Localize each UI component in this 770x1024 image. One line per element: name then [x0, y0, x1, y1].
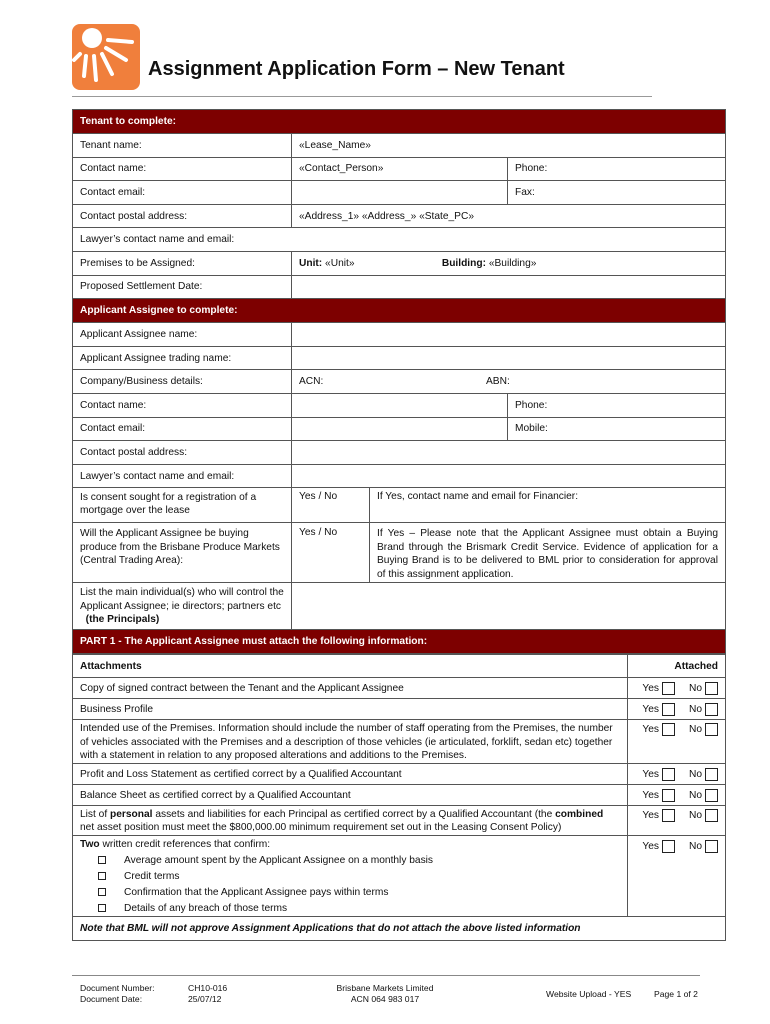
- yes-label: Yes: [642, 768, 659, 780]
- attach-check-balance-sheet: [628, 785, 726, 806]
- applicant-phone-field[interactable]: Phone:: [508, 393, 726, 417]
- bullet-square-icon: [98, 872, 106, 880]
- combined-bold: combined: [555, 808, 604, 820]
- yes-label: Yes: [642, 810, 659, 822]
- no-label: No: [688, 682, 702, 694]
- checkbox-icon: [705, 723, 718, 736]
- mortgage-consent-label: Is consent sought for a registration of a mortgage over the lease: [73, 488, 292, 523]
- tenant-section-heading: Tenant to complete:: [73, 110, 726, 134]
- bullet-item: [80, 884, 620, 900]
- personal-text-a: List of: [80, 808, 111, 820]
- title-divider: [72, 96, 652, 97]
- applicant-contact-name-label: Contact name:: [73, 393, 292, 417]
- no-checkbox[interactable]: [689, 723, 718, 736]
- personal-text-c: assets and liabilities for each Principal as certified correct by a Qualified Accountant (the: [152, 808, 556, 820]
- checkbox-icon: [705, 768, 718, 781]
- personal-bold: personal: [110, 808, 153, 820]
- principals-label: [73, 583, 292, 630]
- document-number-label: Document Number:: [80, 983, 155, 993]
- financier-field[interactable]: If Yes, contact name and email for Financier:: [370, 488, 726, 523]
- bullet-text: Details of any breach of those terms: [124, 902, 288, 914]
- bullet-text: Credit terms: [124, 870, 180, 882]
- attachment-use: Intended use of the Premises. Information should include the number of staff operating from the Premises, the number of vehicles associated with the Premises and a description of those vehicles (ie articulated, forklift, sedan etc) together with a statement in relation to any proposed alterations and additions to the Premises.: [73, 720, 628, 764]
- approval-note: Note that BML will not approve Assignment Applications that do not attach the above listed information: [73, 917, 726, 941]
- tenant-phone-field[interactable]: Phone:: [508, 157, 726, 181]
- no-checkbox[interactable]: [689, 809, 718, 822]
- personal-text-e: net asset position must meet the $800,000.00 minimum requirement set out in the Leasing Consent Policy): [80, 821, 562, 833]
- contact-email-label: Contact email:: [73, 181, 292, 205]
- checkbox-icon: [705, 703, 718, 716]
- settlement-date-field[interactable]: [292, 275, 726, 299]
- contact-name-field[interactable]: «Contact_Person»: [292, 157, 508, 181]
- company-name: Brisbane Markets Limited: [336, 983, 434, 993]
- checkbox-icon: [662, 723, 675, 736]
- bullet-square-icon: [98, 888, 106, 896]
- checkbox-icon: [705, 789, 718, 802]
- checkbox-icon: [662, 703, 675, 716]
- checkbox-icon: [662, 768, 675, 781]
- company-acn: ACN 064 983 017: [350, 994, 420, 1004]
- buying-produce-label: Will the Applicant Assignee be buying produce from the Brisbane Produce Markets (Central Trading Area):: [73, 523, 292, 583]
- no-checkbox[interactable]: [689, 703, 718, 716]
- yes-label: Yes: [642, 841, 659, 853]
- tenant-applicant-table: [72, 109, 726, 654]
- premises-field[interactable]: [292, 251, 726, 275]
- bullet-square-icon: [98, 904, 106, 912]
- yes-checkbox[interactable]: [642, 789, 675, 802]
- principals-bold: (the Principals): [85, 614, 160, 626]
- yes-checkbox[interactable]: [642, 768, 675, 781]
- no-label: No: [688, 703, 702, 715]
- attached-header: Attached: [628, 655, 726, 678]
- postal-address-label: Contact postal address:: [73, 204, 292, 228]
- yes-label: Yes: [642, 724, 659, 736]
- document-date: 25/07/12: [188, 994, 222, 1004]
- no-label: No: [688, 841, 702, 853]
- part1-heading: PART 1 - The Applicant Assignee must attach the following information:: [73, 630, 726, 654]
- applicant-section-heading: Applicant Assignee to complete:: [73, 299, 726, 323]
- abn-label: ABN:: [486, 376, 510, 388]
- buying-yes-no[interactable]: Yes / No: [292, 523, 370, 583]
- bullet-item: [80, 852, 620, 868]
- company-details-label: Company/Business details:: [73, 370, 292, 394]
- yes-checkbox[interactable]: [642, 703, 675, 716]
- page-number: Page 1 of 2: [654, 989, 698, 999]
- applicant-lawyer-field[interactable]: [292, 464, 726, 488]
- no-checkbox[interactable]: [689, 682, 718, 695]
- attachment-balance-sheet: Balance Sheet as certified correct by a Qualified Accountant: [73, 785, 628, 806]
- bullet-square-icon: [98, 856, 106, 864]
- applicant-name-label: Applicant Assignee name:: [73, 323, 292, 347]
- yes-label: Yes: [642, 682, 659, 694]
- no-checkbox[interactable]: [689, 789, 718, 802]
- sun-logo-icon: [72, 24, 140, 90]
- document-number: CH10-016: [188, 983, 228, 993]
- applicant-contact-name-field[interactable]: [292, 393, 508, 417]
- no-label: No: [688, 789, 702, 801]
- tenant-lawyer-field[interactable]: Lawyer’s contact name and email:: [73, 228, 726, 252]
- attach-check-profit-loss: [628, 764, 726, 785]
- website-upload: Website Upload - YES: [546, 989, 632, 999]
- yes-checkbox[interactable]: [642, 809, 675, 822]
- building-value: «Building»: [488, 257, 537, 269]
- applicant-lawyer-label: Lawyer’s contact name and email:: [73, 464, 292, 488]
- no-checkbox[interactable]: [689, 768, 718, 781]
- applicant-postal-field[interactable]: [292, 441, 726, 465]
- tenant-name-field[interactable]: «Lease_Name»: [292, 134, 726, 158]
- footer-company: [330, 983, 440, 1005]
- company-logo: [72, 24, 140, 90]
- bullet-text: Confirmation that the Applicant Assignee pays within terms: [124, 886, 389, 898]
- applicant-contact-email-label: Contact email:: [73, 417, 292, 441]
- attachment-profile: Business Profile: [73, 699, 628, 720]
- no-label: No: [688, 724, 702, 736]
- buying-brand-note: If Yes – Please note that the Applicant Assignee must obtain a Buying Brand through the Brismark Credit Service. Evidence of application for a Buying Brand is to be delivered to BML prior to consideration for approval of this assignment application.: [370, 523, 726, 583]
- no-label: No: [688, 810, 702, 822]
- principals-field[interactable]: [292, 583, 726, 630]
- attach-check-use: [628, 720, 726, 764]
- checkbox-icon: [662, 809, 675, 822]
- two-bold: Two: [80, 839, 100, 851]
- yes-checkbox[interactable]: [642, 723, 675, 736]
- checkbox-icon: [662, 840, 675, 853]
- credit-intro-text: written credit references that confirm:: [99, 839, 271, 851]
- contact-email-field[interactable]: [292, 181, 508, 205]
- attachment-contract: Copy of signed contract between the Tenant and the Applicant Assignee: [73, 678, 628, 699]
- attach-check-credit-references: [628, 836, 726, 917]
- tenant-fax-field[interactable]: Fax:: [508, 181, 726, 205]
- footer-labels: [80, 983, 155, 1005]
- mortgage-yes-no[interactable]: Yes / No: [292, 488, 370, 523]
- attachment-credit-references: [73, 836, 628, 917]
- premises-label: Premises to be Assigned:: [73, 251, 292, 275]
- application-form: [72, 109, 726, 941]
- no-checkbox[interactable]: [689, 840, 718, 853]
- bullet-item: [80, 900, 620, 916]
- unit-label: Unit:: [299, 257, 323, 269]
- yes-label: Yes: [642, 789, 659, 801]
- yes-checkbox[interactable]: [642, 840, 675, 853]
- attach-check-personal-assets: [628, 806, 726, 836]
- applicant-contact-email-field[interactable]: [292, 417, 508, 441]
- checkbox-icon: [705, 809, 718, 822]
- checkbox-icon: [705, 682, 718, 695]
- yes-checkbox[interactable]: [642, 682, 675, 695]
- checkbox-icon: [662, 789, 675, 802]
- bullet-item: [80, 868, 620, 884]
- attachments-header: Attachments: [73, 655, 628, 678]
- company-details-field[interactable]: [292, 370, 726, 394]
- applicant-name-field[interactable]: [292, 323, 726, 347]
- acn-label: ACN:: [299, 376, 324, 388]
- building-label: Building:: [441, 257, 486, 269]
- settlement-date-label: Proposed Settlement Date:: [73, 275, 292, 299]
- attachment-personal-assets: [73, 806, 628, 836]
- no-label: No: [688, 768, 702, 780]
- tenant-name-label: Tenant name:: [73, 134, 292, 158]
- checkbox-icon: [662, 682, 675, 695]
- principals-text: List the main individual(s) who will control the Applicant Assignee; ie directors; partners etc: [80, 587, 284, 612]
- trading-name-field[interactable]: [292, 346, 726, 370]
- bullet-text: Average amount spent by the Applicant Assignee on a monthly basis: [124, 854, 434, 866]
- applicant-postal-label: Contact postal address:: [73, 441, 292, 465]
- attachment-profit-loss: Profit and Loss Statement as certified correct by a Qualified Accountant: [73, 764, 628, 785]
- document-date-label: Document Date:: [80, 994, 143, 1004]
- unit-value: «Unit»: [325, 257, 355, 269]
- checkbox-icon: [705, 840, 718, 853]
- attachments-table: [72, 654, 726, 941]
- contact-name-label: Contact name:: [73, 157, 292, 181]
- trading-name-label: Applicant Assignee trading name:: [73, 346, 292, 370]
- applicant-mobile-field[interactable]: Mobile:: [508, 417, 726, 441]
- attach-check-profile: [628, 699, 726, 720]
- footer-divider: [72, 975, 700, 976]
- page-title: Assignment Application Form – New Tenant: [148, 58, 565, 80]
- credit-intro: [80, 837, 620, 852]
- postal-address-field[interactable]: «Address_1» «Address_» «State_PC»: [292, 204, 726, 228]
- footer-values: [188, 983, 227, 1005]
- yes-label: Yes: [642, 703, 659, 715]
- attach-check-contract: [628, 678, 726, 699]
